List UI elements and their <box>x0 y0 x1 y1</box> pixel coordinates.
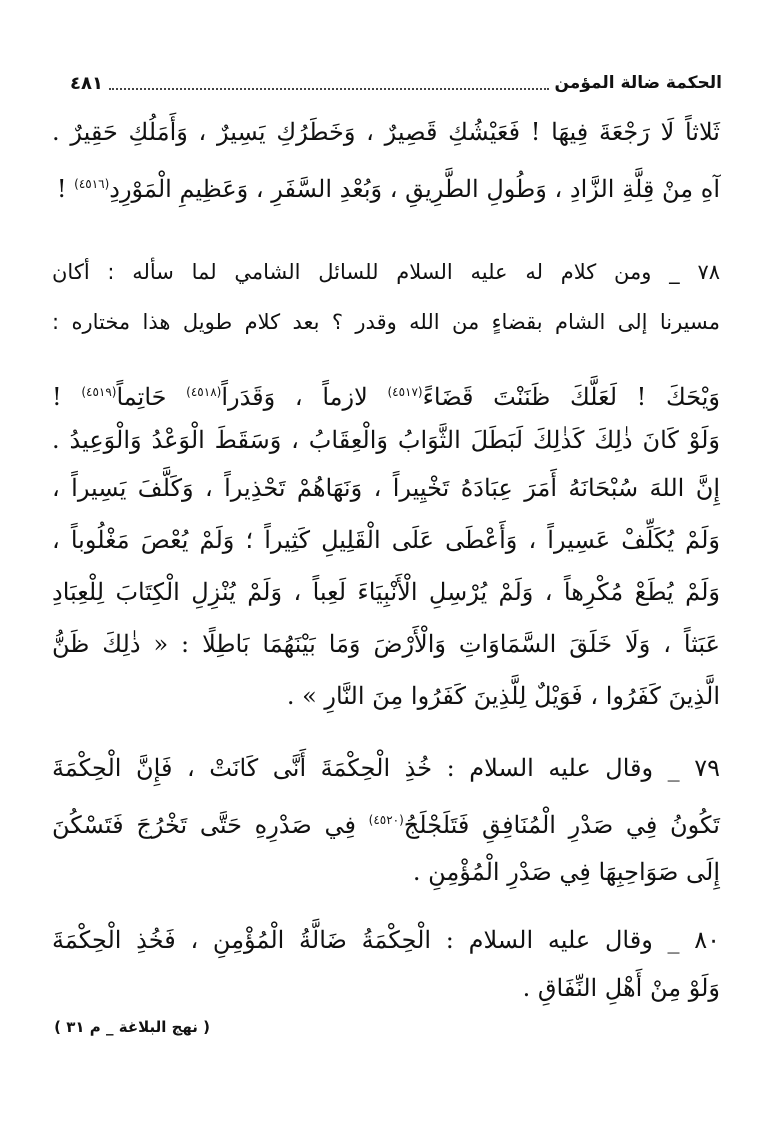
running-header <box>70 68 722 98</box>
text-line: وَلَوْ مِنْ أَهْلِ النِّفَاقِ . <box>522 974 720 1002</box>
footnote-ref: (٤٥١٦) <box>74 177 110 191</box>
saying-heading: مسيرنا إلى الشام بقضاءٍ من الله وقدر ؟ بعد كلام طويل هذا مختاره : <box>52 310 720 334</box>
signature-footer: ( نهج البلاغة _ م ٣١ ) <box>54 1018 210 1036</box>
text-line: وَلَوْ كَانَ ذٰلِكَ كَذٰلِكَ لَبَطَلَ الثَّوَابُ وَالْعِقَابُ ، وَسَقَطَ الْوَعْدُ وَالْوَعِيدُ . <box>52 426 720 454</box>
footnote-ref: (٤٥١٩) <box>81 385 117 399</box>
text-line: وَلَمْ يُكَلِّفْ عَسِيراً ، وَأَعْطَى عَلَى الْقَلِيلِ كَثِيراً ؛ وَلَمْ يُعْصَ مَغْلُوباً ، <box>52 526 720 554</box>
text-line: وَيْحَكَ ! لَعَلَّكَ ظَنَنْتَ قَضَاءً$^{(٤٥١٧)}$ لازماً ، وَقَدَراً$^{(٤٥١٨)}$ حَاتِماً$^{(٤٥١٩)}$ ! <box>52 383 720 411</box>
text-line: آهِ مِنْ قِلَّةِ الزَّادِ ، وَطُولِ الطَّرِيقِ ، وَبُعْدِ السَّفَرِ ، وَعَظِيمِ الْمَوْرِدِ$^{(٤٥١٦)}$ ! <box>56 175 720 203</box>
chapter-title: الحكمة ضالة المؤمن <box>554 73 722 93</box>
saying-line: ٨٠ _ وقال عليه السلام : الْحِكْمَةُ ضَالَّةُ الْمُؤْمِنِ ، فَخُذِ الْحِكْمَةَ <box>52 926 720 954</box>
text-line: تَكُونُ فِي صَدْرِ الْمُنَافِقِ فَتَلَجْلَجُ$^{(٤٥٢٠)}$ فِي صَدْرِهِ حَتَّى تَخْرُجَ فَتَسْكُنَ <box>52 811 720 839</box>
footnote-ref: (٤٥١٧) <box>387 385 423 399</box>
text-line: إِنَّ اللهَ سُبْحَانَهُ أَمَرَ عِبَادَهُ تَخْيِيراً ، وَنَهَاهُمْ تَحْذِيراً ، وَكَلَّفَ يَسِيراً ، <box>52 474 720 502</box>
footnote-ref: (٤٥١٨) <box>186 385 222 399</box>
page-number: ٤٨١ <box>70 72 103 94</box>
footnote-ref: (٤٥٢٠) <box>368 813 404 827</box>
text-line: وَلَمْ يُطَعْ مُكْرِهاً ، وَلَمْ يُرْسِلِ الْأَنْبِيَاءَ لَعِباً ، وَلَمْ يُنْزِلِ الْكِتَابَ لِلْعِبَادِ <box>52 578 720 606</box>
text-line: عَبَثاً ، وَلَا خَلَقَ السَّمَاوَاتِ وَالْأَرْضَ وَمَا بَيْنَهُمَا بَاطِلًا : « ذٰلِكَ ظَنُّ <box>52 630 720 658</box>
saying-line: ٧٩ _ وقال عليه السلام : خُذِ الْحِكْمَةَ أَنَّى كَانَتْ ، فَإِنَّ الْحِكْمَةَ <box>52 754 720 782</box>
text-line: ثَلاثاً لَا رَجْعَةَ فِيهَا ! فَعَيْشُكِ قَصِيرٌ ، وَخَطَرُكِ يَسِيرٌ ، وَأَمَلُكِ حَقِيرٌ . <box>52 118 720 146</box>
text-line: إِلَى صَوَاحِبِهَا فِي صَدْرِ الْمُؤْمِنِ . <box>412 858 720 886</box>
header-dotted-leader <box>109 88 549 90</box>
text-line: الَّذِينَ كَفَرُوا ، فَوَيْلٌ لِلَّذِينَ كَفَرُوا مِنَ النَّارِ » . <box>286 682 720 710</box>
saying-heading: ٧٨ _ ومن كلام له عليه السلام للسائل الشامي لما سأله : أكان <box>52 260 720 284</box>
